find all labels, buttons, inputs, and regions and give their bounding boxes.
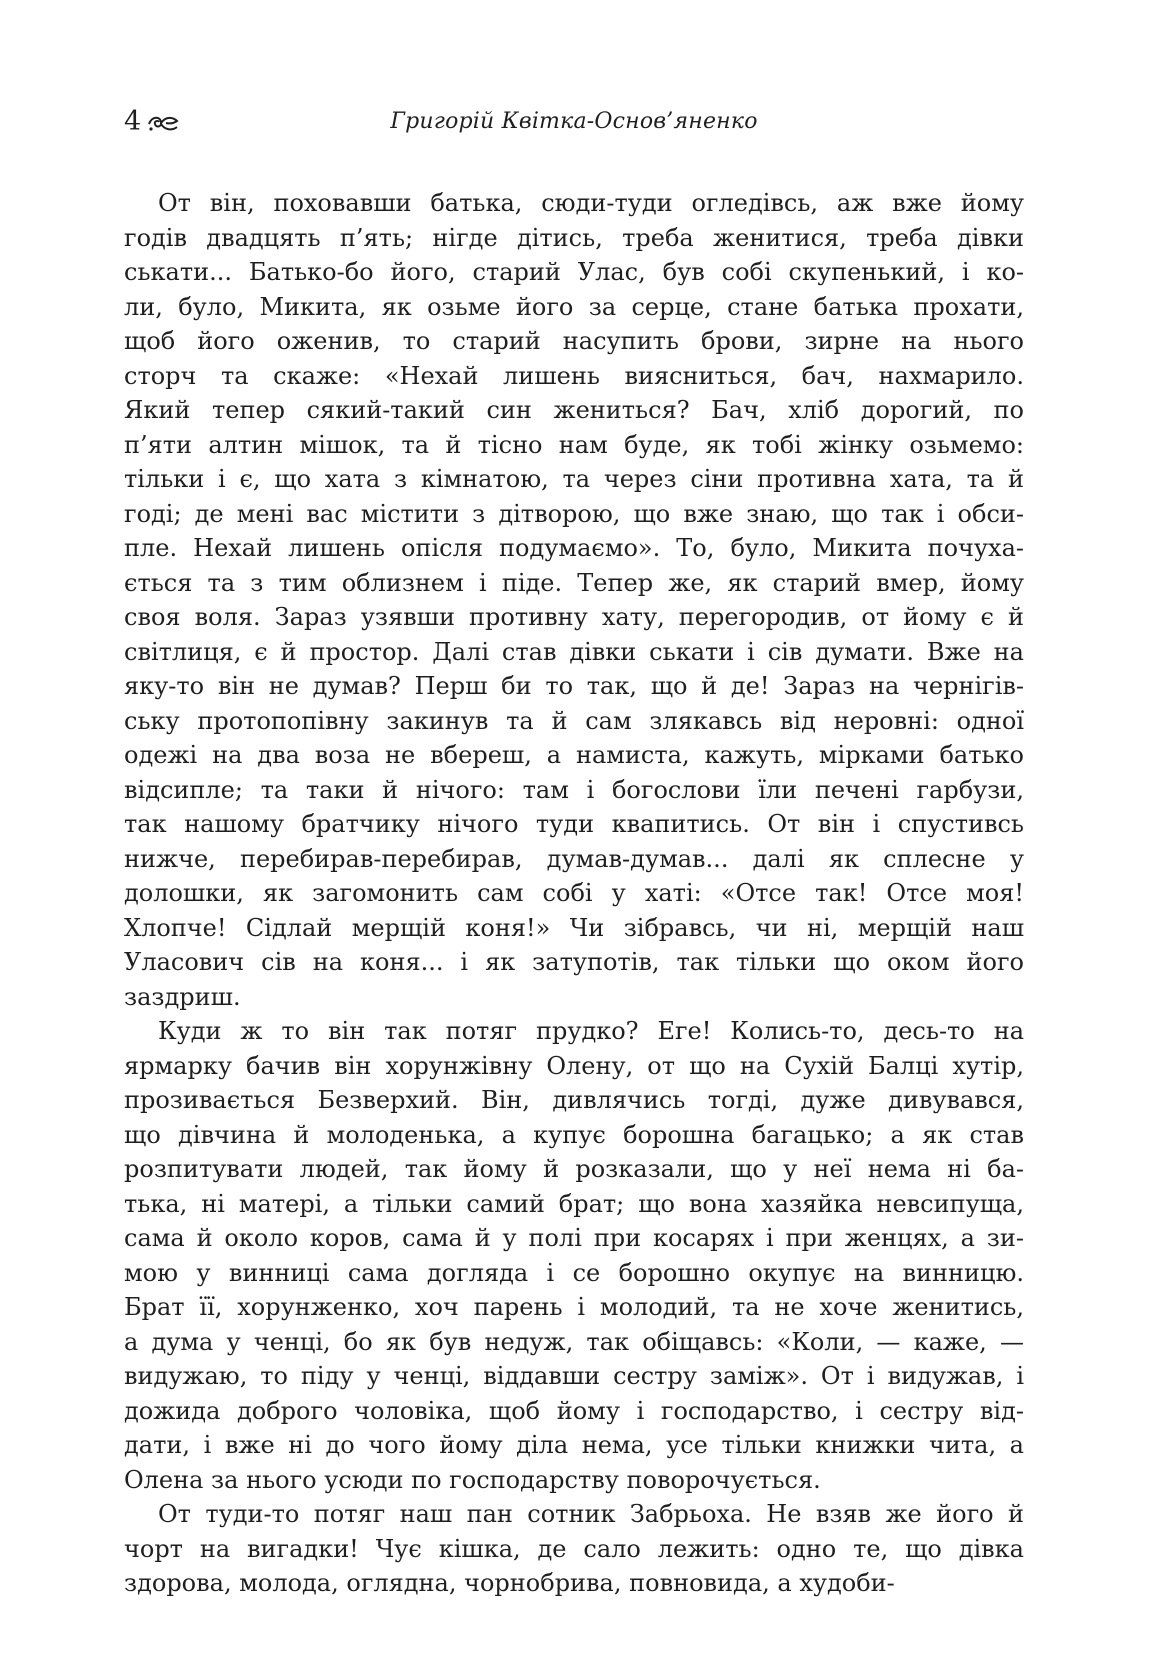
text-line: а дума у ченці, бо як був недуж, так обіщавсь: «Коли, — каже, — xyxy=(124,1327,1024,1356)
text-line: світлиця, є й простор. Далі став дівки ськати і сів думати. Вже на xyxy=(124,637,1024,666)
text-line: годів двадцять п’ять; нігде дітись, треба женитися, треба дівки xyxy=(124,223,1024,252)
text-line: ли, було, Микита, як озьме його за серце, стане батька прохати, xyxy=(124,292,1024,321)
text-line: що дівчина й молоденька, а купує борошна багацько; а як став xyxy=(124,1120,1024,1149)
text-line: сама й около коров, сама й у полі при косарях і при женцях, а зи- xyxy=(124,1224,1024,1252)
text-line: тільки і є, що хата з кімнатою, та через сіни противна хата, та й xyxy=(124,465,1024,493)
text-line: годі; де мені вас містити з дітворою, що вже знаю, що так і обси- xyxy=(124,499,1024,528)
text-line: Олена за нього усюди по господарству поворочується. xyxy=(124,1465,821,1494)
text-line: ську протопопівну закинув та й сам злякавсь від неровні: одної xyxy=(124,706,1024,735)
paragraph xyxy=(124,186,1024,1014)
paragraph xyxy=(124,1497,1024,1601)
text-line: пле. Нехай лишень опісля подумаємо». То, було, Микита почуха- xyxy=(124,534,1024,562)
text-line: От він, поховавши батька, сюди-туди огледівсь, аж вже йому xyxy=(158,189,1024,217)
text-line: От туди-то потяг наш пан сотник Забрьоха. Не взяв же його й xyxy=(158,1500,1024,1528)
text-line: здорова, молода, оглядна, чорнобрива, повновида, а худоби- xyxy=(124,1569,895,1597)
text-line: долошки, як загомонить сам собі у хаті: «Отсе так! Отсе моя! xyxy=(124,879,1024,907)
text-line: нижче, перебирав-перебирав, думав-думав... далі як сплесне у xyxy=(124,844,1024,873)
text-line: прозивається Безверхий. Він, дивлячись тогді, дуже дивувався, xyxy=(124,1086,1024,1114)
text-line: яку-то він не думав? Перш би то так, що й де! Зараз на чернігів- xyxy=(124,672,1024,700)
text-line: ється та з тим облизнем і піде. Тепер же, як старий вмер, йому xyxy=(124,568,1024,597)
text-line: так нашому братчику нічого туди квапитись. От він і спустивсь xyxy=(124,810,1024,838)
text-line: одежі на два воза не вбереш, а намиста, кажуть, мірками батько xyxy=(124,741,1024,769)
text-line: тька, ні матері, а тільки самий брат; що вона хазяйка невсипуща, xyxy=(124,1189,1024,1218)
text-line: мою у винниці сама догляда і се борошно окупує на винницю. xyxy=(124,1258,1024,1287)
text-line: п’яти алтин мішок, та й тісно нам буде, як тобі жінку озьмемо: xyxy=(124,430,1024,459)
text-line: сторч та скаже: «Нехай лишень виясниться, бач, нахмарило. xyxy=(124,361,1024,390)
text-line: розпитувати людей, так йому й розказали, що у неї нема ні ба- xyxy=(124,1155,1024,1183)
text-line: Хлопче! Сідлай мерщій коня!» Чи зібравсь, чи ні, мерщій наш xyxy=(124,913,1024,942)
book-title-header: Григорій Квітка-Основ’яненко xyxy=(390,109,758,134)
body-text xyxy=(124,186,1024,1601)
text-line: відсипле; та таки й нічого: там і богослови їли печені гарбузи, xyxy=(124,775,1024,804)
text-line: чорт на вигадки! Чує кішка, де сало лежить: одно те, що дівка xyxy=(124,1534,1024,1563)
text-line: своя воля. Зараз узявши противну хату, перегородив, от йому є й xyxy=(124,603,1024,631)
text-line: заздриш. xyxy=(124,982,241,1011)
text-line: ськати... Батько-бо його, старий Улас, був собі скупенький, і ко- xyxy=(124,258,1024,286)
text-line: ярмарку бачив він хорунжівну Олену, от що на Сухій Балці хутір, xyxy=(124,1051,1024,1080)
running-head xyxy=(124,102,1024,142)
text-line: дати, і вже ні до чого йому діла нема, усе тільки книжки чита, а xyxy=(124,1431,1024,1459)
text-line: Куди ж то він так потяг прудко? Еге! Колись-то, десь-то на xyxy=(158,1017,1024,1045)
page-number: 4 xyxy=(124,106,142,137)
text-line: Який тепер сякий-такий син жениться? Бач, хліб дорогий, по xyxy=(124,396,1024,424)
text-line: Уласович сів на коня... і як затупотів, так тільки що оком його xyxy=(124,948,1024,976)
text-line: видужаю, то піду у ченці, віддавши сестру заміж». От і видужав, і xyxy=(124,1362,1024,1390)
text-line: щоб його оженив, то старий насупить брови, зирне на нього xyxy=(124,327,1024,355)
text-line: Брат її, хорунженко, хоч парень і молодий, та не хоче женитись, xyxy=(124,1293,1024,1321)
paragraph xyxy=(124,1014,1024,1497)
text-line: дожида доброго чоловіка, щоб йому і господарство, і сестру від- xyxy=(124,1396,1024,1425)
